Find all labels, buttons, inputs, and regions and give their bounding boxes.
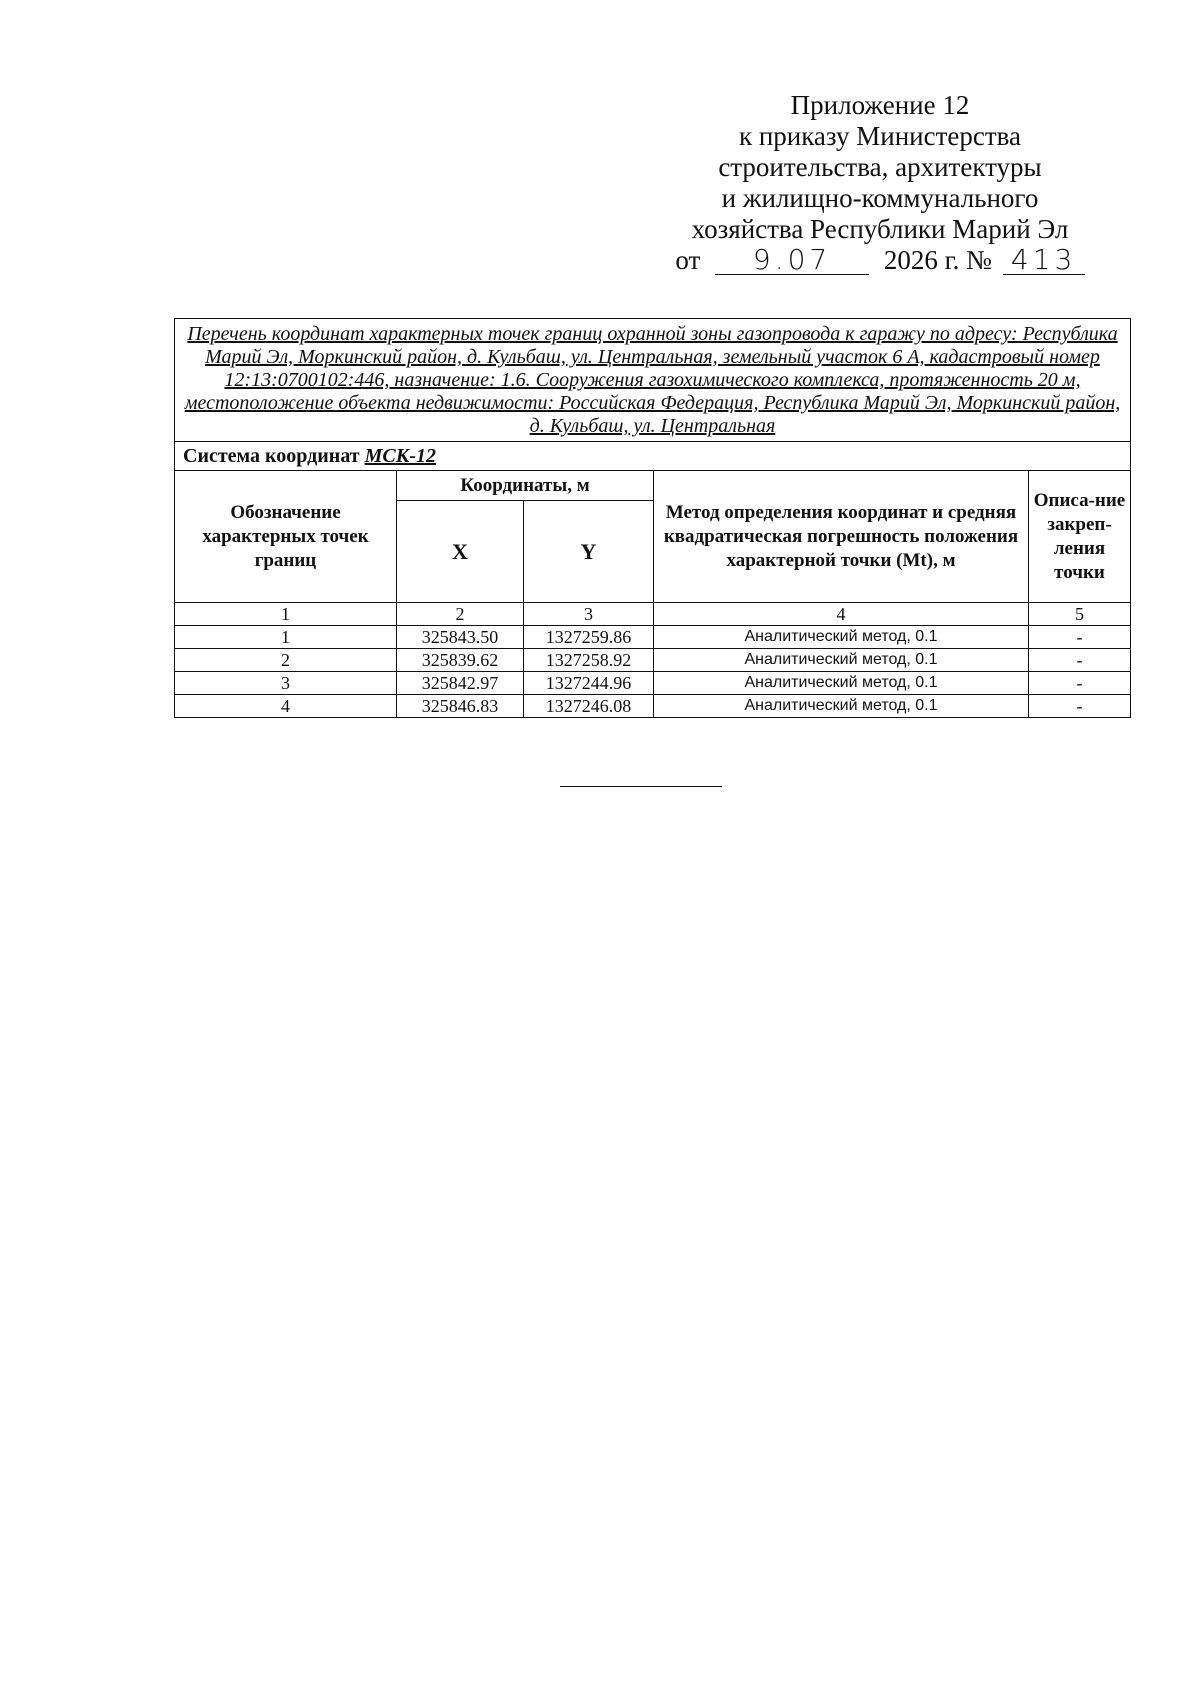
handwritten-date: 9.07: [715, 246, 869, 275]
table-row: [175, 695, 1131, 718]
header-coordinates: Координаты, м: [397, 471, 654, 501]
coordinate-system-row: [175, 442, 1131, 471]
cell-y: 1327244.96: [524, 672, 654, 695]
cell-x: 325842.97: [397, 672, 524, 695]
column-number: 4: [654, 603, 1029, 626]
appendix-line-2: к приказу Министерства: [738, 121, 1022, 151]
appendix-title: Приложение 12: [790, 90, 970, 120]
header-point: Обозначение характерных точек границ: [175, 471, 397, 603]
coordinates-table: [174, 318, 1131, 718]
cell-y: 1327259.86: [524, 626, 654, 649]
cell-method: Аналитический метод, 0.1: [654, 626, 1029, 649]
header-description: Описа-ние закреп-ления точки: [1029, 471, 1131, 603]
table-row: [175, 672, 1131, 695]
cell-point: 4: [175, 695, 397, 718]
cell-y: 1327258.92: [524, 649, 654, 672]
cell-point: 2: [175, 649, 397, 672]
appendix-line-3: строительства, архитектуры: [718, 152, 1042, 182]
column-number-row: [175, 603, 1131, 626]
cell-description: -: [1029, 626, 1131, 649]
cell-point: 3: [175, 672, 397, 695]
appendix-header: [640, 90, 1120, 276]
header-method: Метод определения координат и средняя квадратическая погрешность положения характерной точки (Mt), м: [654, 471, 1029, 603]
coordinate-system-label: Система координат: [183, 445, 360, 467]
from-label: от: [675, 245, 701, 275]
header-x: X: [397, 501, 524, 603]
cell-description: -: [1029, 672, 1131, 695]
cell-description: -: [1029, 695, 1131, 718]
order-date-line: [640, 245, 1120, 276]
table-title: Перечень координат характерных точек границ охранной зоны газопровода к гаражу по адресу: Республика Марий Эл, Моркинский район, д. Кульбаш, ул. Центральная, земельный участок 6 А, кадастровый номер 12:13:0700102:446, назначение: 1.6. Сооружения газохимического комплекса, протяженность 20 м, местоположение объекта недвижимости: Российская Федерация, Республика Марий Эл, Моркинский район, д. Кульбаш, ул. Центральная: [175, 319, 1131, 442]
cell-method: Аналитический метод, 0.1: [654, 695, 1029, 718]
header-y: Y: [524, 501, 654, 603]
column-number: 1: [175, 603, 397, 626]
column-number: 3: [524, 603, 654, 626]
year-number-label: 2026 г. №: [883, 245, 992, 275]
cell-x: 325846.83: [397, 695, 524, 718]
cell-x: 325839.62: [397, 649, 524, 672]
cell-point: 1: [175, 626, 397, 649]
cell-method: Аналитический метод, 0.1: [654, 649, 1029, 672]
cell-y: 1327246.08: [524, 695, 654, 718]
table-row: [175, 649, 1131, 672]
end-of-document-rule: [560, 786, 722, 787]
appendix-line-5: хозяйства Республики Марий Эл: [691, 214, 1069, 244]
column-number: 5: [1029, 603, 1131, 626]
table-row: [175, 626, 1131, 649]
cell-method: Аналитический метод, 0.1: [654, 672, 1029, 695]
appendix-line-4: и жилищно-коммунального: [721, 183, 1039, 213]
handwritten-order-number: 413: [1003, 246, 1085, 275]
cell-x: 325843.50: [397, 626, 524, 649]
coordinate-system-value: МСК-12: [364, 445, 436, 467]
column-number: 2: [397, 603, 524, 626]
cell-description: -: [1029, 649, 1131, 672]
